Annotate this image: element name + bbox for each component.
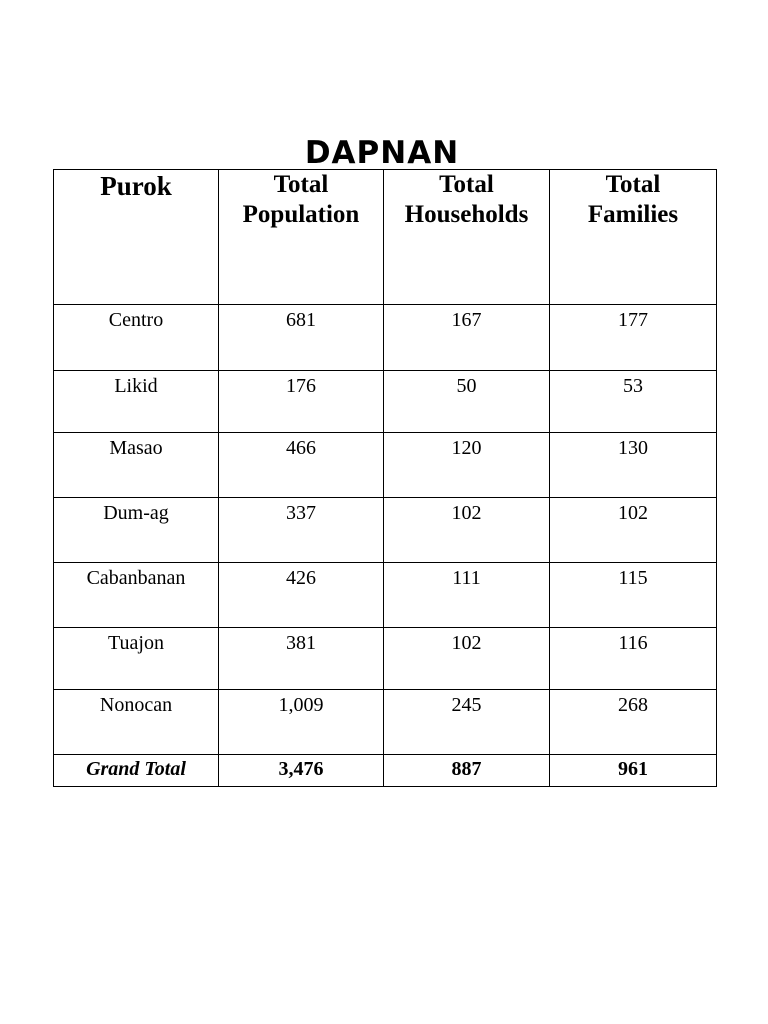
table-row	[54, 563, 717, 628]
cell-households: 167	[384, 305, 550, 371]
cell-purok: Dum-ag	[54, 498, 219, 563]
cell-purok: Cabanbanan	[54, 563, 219, 628]
cell-population: 381	[219, 628, 384, 690]
cell-households: 102	[384, 498, 550, 563]
header-total-population-line2: Population	[242, 201, 360, 228]
table-row	[54, 305, 717, 371]
cell-households: 120	[384, 433, 550, 498]
cell-families: 116	[550, 628, 717, 690]
cell-population: 681	[219, 305, 384, 371]
header-purok: Purok	[54, 170, 219, 305]
header-total-population-line1: Total	[273, 171, 329, 198]
header-total-households	[384, 170, 550, 305]
cell-families: 130	[550, 433, 717, 498]
header-total-families	[550, 170, 717, 305]
cell-families: 53	[550, 371, 717, 433]
grand-total-population: 3,476	[219, 755, 384, 787]
cell-households: 245	[384, 690, 550, 755]
header-total-households-line2: Households	[404, 201, 529, 228]
cell-population: 466	[219, 433, 384, 498]
document-title: DAPNAN	[304, 135, 460, 171]
cell-families: 102	[550, 498, 717, 563]
table-row	[54, 371, 717, 433]
cell-households: 102	[384, 628, 550, 690]
cell-population: 337	[219, 498, 384, 563]
population-table	[53, 169, 717, 787]
cell-families: 268	[550, 690, 717, 755]
header-total-families-line1: Total	[605, 171, 661, 198]
table-header-row	[54, 170, 717, 305]
table-row	[54, 690, 717, 755]
cell-purok: Centro	[54, 305, 219, 371]
table-row	[54, 628, 717, 690]
table-row	[54, 498, 717, 563]
grand-total-row	[54, 755, 717, 787]
header-total-households-line1: Total	[439, 171, 494, 198]
cell-population: 176	[219, 371, 384, 433]
cell-purok: Masao	[54, 433, 219, 498]
cell-population: 1,009	[219, 690, 384, 755]
cell-families: 115	[550, 563, 717, 628]
grand-total-households: 887	[384, 755, 550, 787]
cell-population: 426	[219, 563, 384, 628]
cell-households: 111	[384, 563, 550, 628]
cell-families: 177	[550, 305, 717, 371]
header-total-population	[219, 170, 384, 305]
grand-total-families: 961	[550, 755, 717, 787]
cell-purok: Likid	[54, 371, 219, 433]
cell-purok: Tuajon	[54, 628, 219, 690]
table-row	[54, 433, 717, 498]
grand-total-label: Grand Total	[54, 755, 219, 787]
header-total-families-line2: Families	[587, 201, 679, 228]
cell-households: 50	[384, 371, 550, 433]
cell-purok: Nonocan	[54, 690, 219, 755]
